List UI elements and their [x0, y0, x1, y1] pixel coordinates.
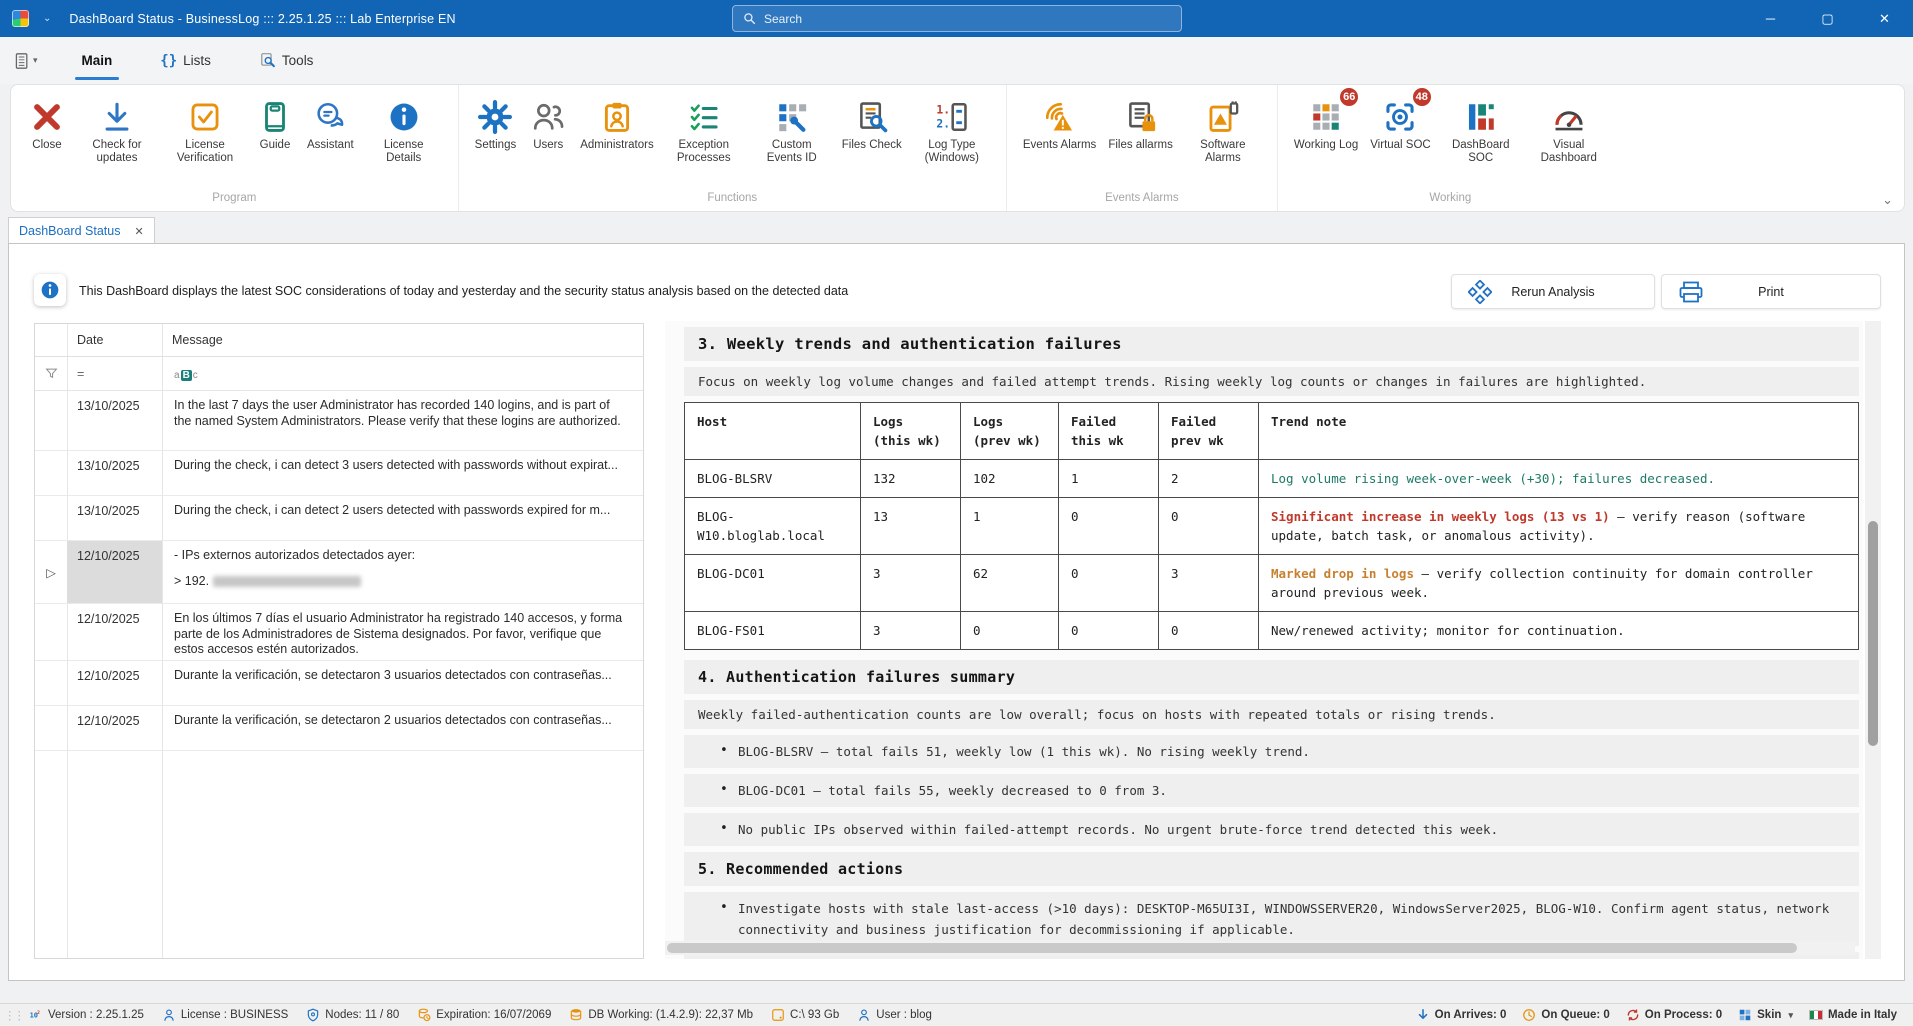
status-bar [0, 1003, 1913, 1026]
assistant-icon [313, 95, 347, 139]
row-message-cell [162, 661, 643, 705]
ribbon-button-guide[interactable] [249, 91, 301, 190]
rerun-analysis-label: Rerun Analysis [1511, 284, 1595, 299]
message-line: > 192. [174, 574, 629, 590]
status-item-on-queue-0 [1522, 1008, 1609, 1022]
app-icon [12, 10, 29, 27]
table-header-cell: Host [685, 403, 861, 460]
table-header-cell: Failed prev wk [1159, 403, 1259, 460]
weekly-trends-table [684, 402, 1859, 650]
notification-badge: 48 [1411, 86, 1433, 108]
filter-date-cell[interactable]: = [77, 366, 85, 381]
expand-row-icon[interactable]: ▷ [46, 565, 56, 580]
tab-lists-label: Lists [183, 53, 211, 68]
table-header-cell: Failed this wk [1059, 403, 1159, 460]
status-item-on-process-0 [1626, 1008, 1722, 1022]
ribbon-group-events-alarms [1007, 85, 1278, 211]
document-tab-label: DashBoard Status [19, 224, 121, 238]
files-check-icon [855, 95, 889, 139]
report-bullet: • BLOG-BLSRV — total fails 51, weekly low (1 this wk). No rising weekly trend. [684, 735, 1859, 768]
ribbon-button-label: Virtual SOC [1370, 139, 1431, 151]
status-item-label: Expiration: 16/07/2069 [436, 1009, 552, 1021]
row-message-cell [162, 541, 643, 603]
expiration-icon [417, 1008, 431, 1022]
section4-intro: Weekly failed-authentication counts are low overall; focus on hosts with repeated totals or rising trends. [684, 700, 1859, 729]
ribbon-button-label: Administrators [580, 139, 654, 151]
row-date-cell: 12/10/2025 [67, 541, 162, 603]
ribbon-button-label: Working Log [1293, 139, 1359, 151]
minimize-button[interactable]: ─ [1765, 11, 1776, 26]
row-date-cell: 13/10/2025 [77, 459, 140, 473]
status-item-label: On Arrives: 0 [1434, 1009, 1507, 1021]
section5-title: 5. Recommended actions [684, 852, 1859, 886]
ribbon-button-close[interactable] [21, 91, 73, 190]
ribbon-button-administrators[interactable] [574, 91, 660, 190]
table-header-cell: Trend note [1259, 403, 1859, 460]
ribbon-button-label: Custom Events ID [766, 139, 817, 164]
svg-text:1.: 1. [936, 102, 950, 117]
column-header-message[interactable]: Message [172, 333, 223, 347]
table-cell: 0 [1159, 498, 1259, 555]
maximize-button[interactable]: ▢ [1821, 10, 1834, 26]
menu-icon [14, 52, 30, 70]
tab-lists[interactable] [156, 37, 215, 84]
table-cell: 102 [961, 460, 1059, 498]
message-line: - IPs externos autorizados detectados ayer: [174, 548, 416, 562]
settings-icon [478, 95, 512, 139]
ribbon-group-label: Events Alarms [1105, 192, 1179, 204]
message-line: During the check, i can detect 2 users detected with passwords expired for m... [174, 503, 611, 517]
report-bullet: • No public IPs observed within failed-attempt records. No urgent brute-force trend detected this week. [684, 813, 1859, 846]
guide-icon [258, 95, 292, 139]
document-tab-close-icon[interactable]: ✕ [134, 225, 144, 238]
tab-tools[interactable] [255, 37, 318, 84]
queue-icon [1522, 1008, 1536, 1022]
ribbon-button-users[interactable] [522, 91, 574, 190]
table-cell: 1 [961, 498, 1059, 555]
trend-note-segment: Significant increase in weekly logs (13 vs 1) [1271, 509, 1610, 524]
ribbon-group-program [11, 85, 459, 211]
status-item-label: Skin [1757, 1009, 1782, 1021]
ribbon-button-label: Log Type (Windows) [924, 139, 979, 164]
search-input[interactable] [732, 5, 1182, 32]
ribbon [10, 84, 1905, 212]
search-placeholder: Search [764, 11, 803, 26]
status-item-made-in-italy [1809, 1009, 1897, 1021]
ribbon-button-software-alarms[interactable] [1179, 91, 1267, 190]
ribbon-button-label: Files allarms [1108, 139, 1173, 151]
trend-note-segment: New/renewed activity; monitor for continuation. [1271, 623, 1625, 638]
filter-abc-c: c [192, 369, 198, 381]
menu-caret-icon: ▾ [33, 55, 38, 65]
close-x-icon [30, 95, 64, 139]
administrators-icon [600, 95, 634, 139]
ribbon-button-visual-dashboard[interactable] [1525, 91, 1613, 190]
status-item-label: DB Working: (1.4.2.9): 22,37 Mb [588, 1009, 754, 1021]
table-header-cell: Logs (prev wk) [961, 403, 1059, 460]
table-cell: BLOG-FS01 [685, 612, 861, 650]
ribbon-button-label: License Verification [176, 139, 234, 164]
ribbon-button-label: Users [533, 139, 564, 151]
report-bullet: • BLOG-DC01 — total fails 55, weekly decreased to 0 from 3. [684, 774, 1859, 807]
svg-text:10: 10 [29, 1011, 39, 1020]
trend-note-cell [1259, 555, 1859, 612]
ribbon-button-assistant[interactable] [301, 91, 360, 190]
table-cell: 0 [1159, 612, 1259, 650]
section3-intro: Focus on weekly log volume changes and failed attempt trends. Rising weekly log counts or changes in failures are highlighted. [684, 367, 1859, 396]
table-cell: 62 [961, 555, 1059, 612]
ribbon-button-events-alarms[interactable] [1017, 91, 1103, 190]
trend-note-cell [1259, 460, 1859, 498]
ribbon-group-label: Functions [707, 192, 758, 204]
ribbon-tab-row [0, 37, 1913, 84]
table-cell: 2 [1159, 460, 1259, 498]
quick-access-toolbar-icon[interactable]: ⌄ [43, 12, 52, 24]
row-gutter [35, 604, 67, 660]
table-cell: 3 [861, 555, 961, 612]
ribbon-button-license-verification[interactable] [161, 91, 249, 190]
process-icon [1626, 1008, 1640, 1022]
status-item-label: License : BUSINESS [180, 1009, 289, 1021]
svg-text:2: 2 [37, 1010, 40, 1016]
license-verification-icon [188, 95, 222, 139]
ribbon-group-buttons [1017, 91, 1267, 190]
ribbon-button-label: License Details [383, 139, 424, 164]
horizontal-scrollbar-thumb[interactable] [667, 943, 1797, 953]
table-row[interactable] [35, 604, 643, 661]
row-gutter [35, 706, 67, 750]
table-cell: BLOG-DC01 [685, 555, 861, 612]
window-title: DashBoard Status - BusinessLog ::: 2.25.1.25 ::: Lab Enterprise EN [69, 11, 456, 26]
message-line: During the check, i can detect 3 users detected with passwords without expirat... [174, 458, 618, 472]
ribbon-group-buttons [21, 91, 448, 190]
tab-main[interactable] [78, 37, 117, 84]
close-window-button[interactable]: ✕ [1879, 10, 1890, 26]
ribbon-button-settings[interactable] [469, 91, 523, 190]
row-gutter [35, 661, 67, 705]
license-details-icon [387, 95, 421, 139]
trend-note-segment: Log volume rising week-over-week (+30); failures decreased. [1271, 471, 1716, 486]
table-row[interactable] [35, 706, 643, 751]
chevron-down-icon: ▾ [1788, 1009, 1793, 1020]
table-row[interactable] [35, 451, 643, 496]
status-item-user-blog [857, 1008, 932, 1022]
soc-report [665, 321, 1863, 959]
status-item-nodes-11-80 [306, 1008, 399, 1022]
ribbon-button-working-log[interactable] [1288, 91, 1364, 190]
status-item-label: Nodes: 11 / 80 [325, 1009, 400, 1021]
document-tab[interactable] [8, 217, 155, 244]
ribbon-button-log-type-windows-[interactable] [908, 91, 996, 190]
grid-rows [35, 391, 643, 958]
nodes-icon [306, 1008, 320, 1022]
info-text: This DashBoard displays the latest SOC considerations of today and yesterday and the security status analysis based on the detected data [79, 284, 849, 298]
row-message-cell [162, 391, 643, 450]
table-cell: 132 [861, 460, 961, 498]
status-item-label: Version : 2.25.1.25 [48, 1009, 144, 1021]
print-label: Print [1758, 284, 1784, 299]
rerun-analysis-button[interactable] [1451, 274, 1655, 309]
row-date-cell: 13/10/2025 [77, 504, 140, 518]
ribbon-button-files-allarms[interactable] [1102, 91, 1179, 190]
table-cell: BLOG-W10.bloglab.local [685, 498, 861, 555]
table-cell: 1 [1059, 460, 1159, 498]
ribbon-button-label: Events Alarms [1022, 139, 1097, 151]
vertical-scrollbar-thumb[interactable] [1868, 521, 1878, 746]
filter-abc-b: B [182, 369, 190, 381]
status-item-db-working-1-4-2-9-22-37-mb [569, 1008, 753, 1022]
table-cell: 0 [1059, 555, 1159, 612]
ribbon-button-dashboard-soc[interactable] [1437, 91, 1525, 190]
row-message-cell [162, 604, 643, 660]
ribbon-button-label: Guide [259, 139, 291, 151]
ribbon-group-buttons [469, 91, 996, 190]
log-type-icon [935, 95, 969, 139]
download-icon [100, 95, 134, 139]
vertical-scrollbar[interactable] [1865, 321, 1881, 959]
ribbon-button-label: Assistant [307, 139, 354, 151]
filter-funnel-icon[interactable] [35, 367, 67, 380]
ribbon-button-virtual-soc[interactable] [1364, 91, 1437, 190]
ribbon-button-exception-processes[interactable] [660, 91, 748, 190]
row-date-cell: 12/10/2025 [77, 669, 140, 683]
printer-icon [1678, 280, 1704, 304]
status-item-license-business [162, 1008, 288, 1022]
trend-note-segment: Marked drop in logs [1271, 566, 1414, 581]
ribbon-group-label: Program [212, 192, 257, 204]
license-icon [162, 1008, 176, 1022]
custom-events-icon [775, 95, 809, 139]
ribbon-button-label: Check for updates [92, 139, 142, 164]
table-header-cell: Logs (this wk) [861, 403, 961, 460]
trend-note-cell [1259, 612, 1859, 650]
ribbon-group-functions [459, 85, 1007, 211]
status-item-on-arrives-0 [1416, 1008, 1507, 1022]
disk-icon [771, 1008, 785, 1022]
status-item-label: Made in Italy [1827, 1009, 1897, 1021]
svg-text:2.: 2. [936, 116, 950, 131]
row-date-cell: 12/10/2025 [77, 714, 140, 728]
events-alarms-icon [1043, 95, 1077, 139]
users-icon [531, 95, 565, 139]
ribbon-button-check-for-updates[interactable] [73, 91, 161, 190]
column-header-date[interactable]: Date [77, 333, 104, 347]
ribbon-button-custom-events-id[interactable] [748, 91, 836, 190]
ribbon-button-label: DashBoard SOC [1451, 139, 1510, 164]
table-cell: BLOG-BLSRV [685, 460, 861, 498]
ribbon-button-label: Files Check [841, 139, 902, 151]
filter-abc-a: a [174, 369, 180, 381]
row-date-cell: 12/10/2025 [77, 612, 140, 626]
trend-note-segment: — verify collection continuity for domain controller around previous week. [1271, 566, 1813, 600]
grid-header [35, 324, 643, 357]
version-icon [29, 1008, 43, 1022]
redacted-ip-blur [213, 576, 361, 587]
visual-dashboard-icon [1552, 95, 1586, 139]
ribbon-button-label: Software Alarms [1200, 139, 1246, 164]
table-cell: 13 [861, 498, 961, 555]
table-row [685, 555, 1859, 612]
table-row [685, 498, 1859, 555]
app-menu-button[interactable] [14, 52, 38, 70]
working-log-icon [1309, 95, 1343, 139]
status-item-expiration-16-07-2069 [417, 1008, 551, 1022]
rerun-analysis-icon [1468, 280, 1492, 304]
skin-icon [1738, 1008, 1752, 1022]
tools-icon [259, 52, 276, 69]
title-bar [0, 0, 1913, 37]
status-item-c-93-gb [771, 1008, 839, 1022]
table-cell: 3 [1159, 555, 1259, 612]
table-cell: 0 [1059, 498, 1159, 555]
tab-main-label: Main [81, 53, 113, 68]
row-message-cell [162, 706, 643, 750]
grid-filter-row [35, 357, 643, 391]
trend-note-cell [1259, 498, 1859, 555]
trend-note-segment: — verify reason (software update, batch task, or anomalous activity). [1271, 509, 1806, 543]
status-item-label: C:\ 93 Gb [790, 1009, 840, 1021]
status-item-label: On Process: 0 [1644, 1009, 1723, 1021]
table-cell: 3 [861, 612, 961, 650]
status-item-label: On Queue: 0 [1541, 1009, 1610, 1021]
status-item-version-2-25-1-25 [29, 1008, 144, 1022]
ribbon-group-buttons [1288, 91, 1613, 190]
ribbon-button-label: Visual Dashboard [1540, 139, 1597, 164]
message-line: Durante la verificación, se detectaron 3 usuarios detectados con contraseñas... [174, 668, 612, 682]
horizontal-scrollbar[interactable] [665, 941, 1855, 955]
search-icon [743, 12, 756, 25]
message-line: Durante la verificación, se detectaron 2 usuarios detectados con contraseñas... [174, 713, 612, 727]
software-alarms-icon [1206, 95, 1240, 139]
ribbon-button-files-check[interactable] [836, 91, 908, 190]
db-icon [569, 1008, 583, 1022]
table-row[interactable] [35, 391, 643, 451]
tab-tools-label: Tools [281, 53, 314, 68]
notification-badge: 66 [1338, 86, 1360, 108]
message-grid [34, 323, 644, 959]
table-row[interactable] [35, 496, 643, 541]
table-header-row [685, 403, 1859, 460]
ribbon-button-label: Settings [474, 139, 517, 151]
ribbon-button-license-details[interactable] [360, 91, 448, 190]
table-row [685, 460, 1859, 498]
main-panel [8, 243, 1905, 981]
row-gutter [35, 391, 67, 450]
user-icon [857, 1008, 871, 1022]
table-row[interactable] [35, 541, 643, 604]
row-message-cell [162, 451, 643, 495]
window-controls [1742, 0, 1913, 37]
ribbon-collapse-chevron-icon[interactable]: ⌄ [1882, 192, 1893, 207]
statusbar-grip: ⋮⋮ [4, 1010, 23, 1022]
table-row [685, 612, 1859, 650]
exception-processes-icon [687, 95, 721, 139]
row-message-cell [162, 496, 643, 540]
table-row[interactable] [35, 661, 643, 706]
message-line: In the last 7 days the user Administrator has recorded 140 logins, and is part of the named System Administrators. Please verify that these logins are authorized. [174, 398, 621, 428]
report-bullet: • Investigate hosts with stale last-access (>10 days): DESKTOP-M65UI3I, WINDOWSSERVER20, WindowsServer2025, BLOG-W10. Confirm agent status, network connectivity and business justification for decommissioning if applicable. [684, 892, 1859, 946]
table-cell: 0 [1059, 612, 1159, 650]
braces-icon: {} [160, 52, 178, 69]
ribbon-group-working [1278, 85, 1623, 211]
row-gutter [35, 451, 67, 495]
files-alarms-icon [1124, 95, 1158, 139]
status-item-label: User : blog [876, 1009, 932, 1021]
print-button[interactable] [1661, 274, 1881, 309]
section4-title: 4. Authentication failures summary [684, 660, 1859, 694]
dashboard-soc-icon [1464, 95, 1498, 139]
ribbon-button-label: Exception Processes [676, 139, 731, 164]
status-item-skin[interactable] [1738, 1008, 1793, 1022]
arrow-down-icon [1416, 1008, 1430, 1022]
filter-message-cell[interactable] [162, 367, 198, 381]
info-icon [34, 274, 66, 306]
ribbon-group-label: Working [1429, 192, 1472, 204]
row-gutter [35, 496, 67, 540]
section3-title: 3. Weekly trends and authentication failures [684, 327, 1859, 361]
table-cell: 0 [961, 612, 1059, 650]
ribbon-button-label: Close [32, 139, 62, 151]
message-line: En los últimos 7 días el usuario Administrator ha registrado 140 accesos, y forma parte de los Administradores de Sistema designados. Por favor, verifique que estos accesos estén autorizados. [174, 611, 623, 656]
italy-flag-icon [1809, 1010, 1823, 1020]
row-date-cell: 13/10/2025 [77, 399, 140, 413]
